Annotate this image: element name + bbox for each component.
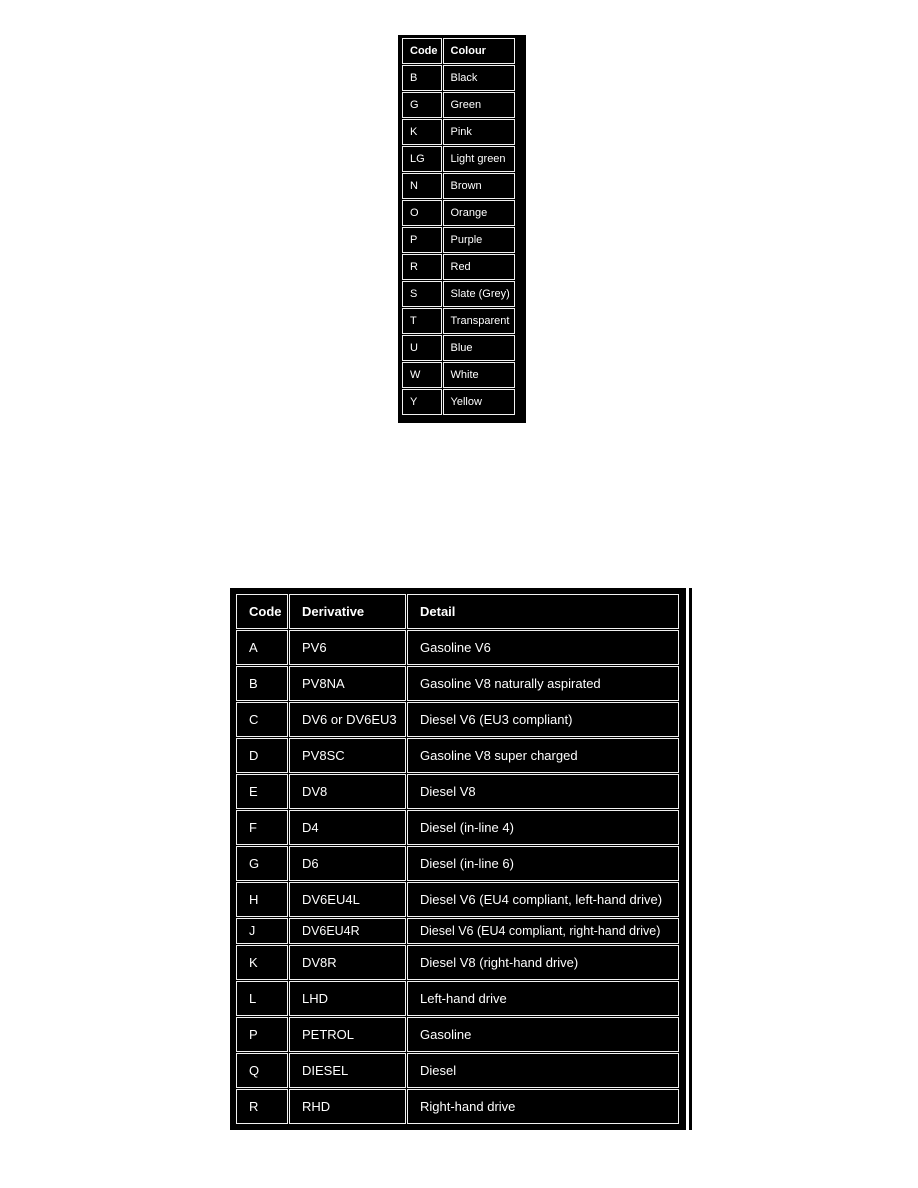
derivative-row-q (236, 1053, 679, 1088)
derivative-cell-code: P (236, 1017, 288, 1052)
derivative-row-j (236, 918, 679, 944)
derivative-code-table (230, 588, 686, 1130)
derivative-row-e (236, 774, 679, 809)
derivative-cell-code: A (236, 630, 288, 665)
derivative-cell-code: L (236, 981, 288, 1016)
derivative-row-a (236, 630, 679, 665)
colour-cell-code: W (402, 362, 442, 388)
derivative-row-l (236, 981, 679, 1016)
derivative-cell-derivative: DV6EU4R (289, 918, 406, 944)
colour-cell-code: T (402, 308, 442, 334)
colour-header-code: Code (402, 38, 442, 64)
colour-cell-colour: Brown (443, 173, 515, 199)
colour-cell-colour: Green (443, 92, 515, 118)
derivative-cell-code: C (236, 702, 288, 737)
colour-row-p (402, 227, 515, 253)
derivative-cell-detail: Diesel V6 (EU4 compliant, right-hand drive) (407, 918, 679, 944)
colour-cell-code: U (402, 335, 442, 361)
derivative-cell-code: B (236, 666, 288, 701)
colour-cell-code: Y (402, 389, 442, 415)
colour-row-w (402, 362, 515, 388)
derivative-cell-detail: Diesel V8 (407, 774, 679, 809)
derivative-header-detail: Detail (407, 594, 679, 629)
derivative-cell-derivative: PV8SC (289, 738, 406, 773)
colour-cell-colour: Purple (443, 227, 515, 253)
colour-row-g (402, 92, 515, 118)
derivative-code-table-grid (235, 593, 680, 1125)
derivative-cell-derivative: DV6EU4L (289, 882, 406, 917)
derivative-cell-derivative: DIESEL (289, 1053, 406, 1088)
derivative-cell-derivative: LHD (289, 981, 406, 1016)
derivative-cell-detail: Gasoline (407, 1017, 679, 1052)
derivative-cell-derivative: RHD (289, 1089, 406, 1124)
colour-cell-code: O (402, 200, 442, 226)
derivative-cell-derivative: PV6 (289, 630, 406, 665)
derivative-cell-derivative: PETROL (289, 1017, 406, 1052)
derivative-cell-code: G (236, 846, 288, 881)
derivative-cell-detail: Diesel V8 (right-hand drive) (407, 945, 679, 980)
derivative-row-c (236, 702, 679, 737)
colour-row-y (402, 389, 515, 415)
colour-cell-colour: Yellow (443, 389, 515, 415)
derivative-cell-code: J (236, 918, 288, 944)
colour-cell-colour: Slate (Grey) (443, 281, 515, 307)
derivative-cell-detail: Left-hand drive (407, 981, 679, 1016)
derivative-cell-detail: Gasoline V8 super charged (407, 738, 679, 773)
derivative-row-d (236, 738, 679, 773)
derivative-cell-derivative: D6 (289, 846, 406, 881)
colour-cell-code: N (402, 173, 442, 199)
derivative-cell-code: D (236, 738, 288, 773)
colour-cell-colour: Orange (443, 200, 515, 226)
derivative-cell-derivative: DV8 (289, 774, 406, 809)
derivative-cell-detail: Diesel (in-line 6) (407, 846, 679, 881)
colour-row-u (402, 335, 515, 361)
derivative-row-h (236, 882, 679, 917)
colour-cell-colour: Transparent (443, 308, 515, 334)
derivative-cell-detail: Diesel V6 (EU3 compliant) (407, 702, 679, 737)
colour-cell-colour: Blue (443, 335, 515, 361)
colour-header-row (402, 38, 515, 64)
derivative-cell-code: F (236, 810, 288, 845)
derivative-header-code: Code (236, 594, 288, 629)
colour-cell-code: G (402, 92, 442, 118)
derivative-row-b (236, 666, 679, 701)
colour-row-k (402, 119, 515, 145)
colour-cell-code: P (402, 227, 442, 253)
colour-cell-code: R (402, 254, 442, 280)
colour-row-s (402, 281, 515, 307)
colour-cell-colour: Light green (443, 146, 515, 172)
derivative-header-row (236, 594, 679, 629)
colour-cell-colour: Pink (443, 119, 515, 145)
colour-cell-colour: Red (443, 254, 515, 280)
colour-header-colour: Colour (443, 38, 515, 64)
derivative-cell-code: R (236, 1089, 288, 1124)
derivative-cell-code: E (236, 774, 288, 809)
colour-row-t (402, 308, 515, 334)
colour-cell-code: K (402, 119, 442, 145)
colour-row-n (402, 173, 515, 199)
derivative-row-p (236, 1017, 679, 1052)
derivative-cell-code: H (236, 882, 288, 917)
colour-code-table (398, 35, 526, 423)
colour-cell-code: LG (402, 146, 442, 172)
derivative-cell-code: K (236, 945, 288, 980)
colour-cell-code: B (402, 65, 442, 91)
derivative-cell-detail: Diesel (407, 1053, 679, 1088)
colour-row-b (402, 65, 515, 91)
derivative-row-r (236, 1089, 679, 1124)
colour-row-lg (402, 146, 515, 172)
derivative-row-k (236, 945, 679, 980)
derivative-cell-detail: Gasoline V8 naturally aspirated (407, 666, 679, 701)
colour-cell-code: S (402, 281, 442, 307)
colour-cell-colour: White (443, 362, 515, 388)
derivative-cell-detail: Diesel V6 (EU4 compliant, left-hand drive) (407, 882, 679, 917)
derivative-row-f (236, 810, 679, 845)
derivative-cell-derivative: PV8NA (289, 666, 406, 701)
derivative-header-derivative: Derivative (289, 594, 406, 629)
colour-cell-colour: Black (443, 65, 515, 91)
derivative-cell-detail: Diesel (in-line 4) (407, 810, 679, 845)
colour-row-r (402, 254, 515, 280)
colour-code-table-grid (401, 37, 516, 416)
derivative-row-g (236, 846, 679, 881)
derivative-cell-derivative: D4 (289, 810, 406, 845)
derivative-cell-code: Q (236, 1053, 288, 1088)
derivative-cell-derivative: DV6 or DV6EU3 (289, 702, 406, 737)
derivative-cell-derivative: DV8R (289, 945, 406, 980)
derivative-cell-detail: Gasoline V6 (407, 630, 679, 665)
colour-row-o (402, 200, 515, 226)
derivative-cell-detail: Right-hand drive (407, 1089, 679, 1124)
